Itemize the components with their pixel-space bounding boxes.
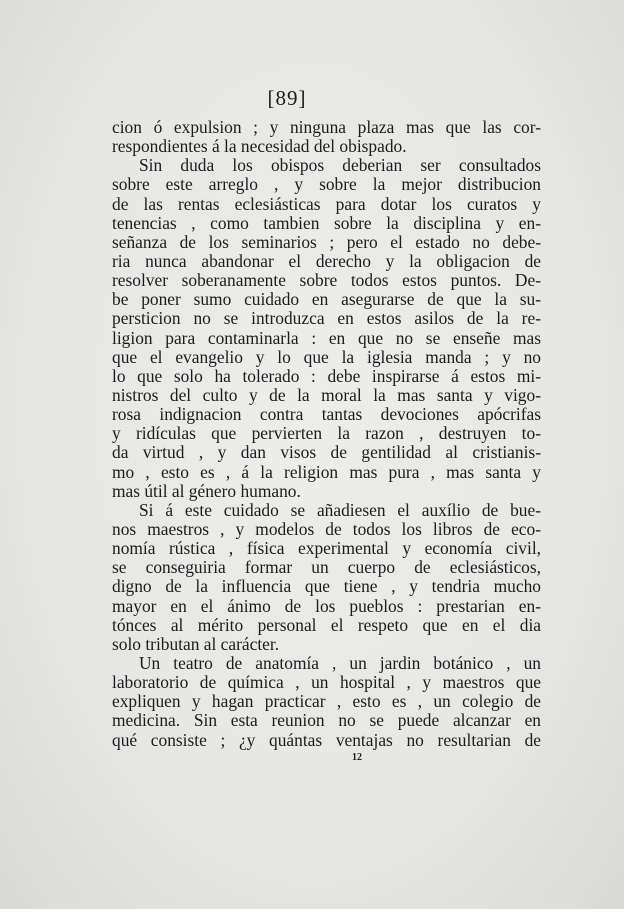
signature-mark: 12 [352, 752, 362, 763]
text-line: be poner sumo cuidado en asegurarse de que la su- [112, 289, 541, 310]
text-line: resolver soberanamente sobre todos estos puntos. De- [112, 270, 541, 291]
text-line: mo , esto es , á la religion mas pura , mas santa y [112, 461, 541, 482]
text-line: mayor en el ánimo de los pueblos : prestarian en- [112, 595, 541, 616]
text-line: cion ó expulsion ; y ninguna plaza mas que las cor- [112, 117, 541, 137]
text-line: persticion no se introduzca en estos asilos de la re- [112, 308, 541, 329]
text-line: tenencias , como tambien sobre la disciplina y en- [112, 212, 541, 233]
text-line: solo tributan al carácter. [112, 633, 280, 654]
text-line: digno de la influencia que tiene , y tendria mucho [112, 576, 541, 597]
text-line: mas útil al género humano. [112, 480, 301, 501]
text-line: se conseguiria formar un cuerpo de eclesiásticos, [112, 557, 541, 578]
text-line: laboratorio de química , un hospital , y maestros que [112, 672, 541, 693]
text-line: Sin duda los obispos deberian ser consultados [139, 155, 541, 176]
text-line: nos maestros , y modelos de todos los libros de eco- [112, 518, 541, 539]
text-line: nomía rústica , física experimental y economía civil, [112, 538, 541, 559]
text-line: señanza de los seminarios ; pero el estado no debe- [112, 231, 541, 252]
text-line: qué consiste ; ¿y quántas ventajas no resultarian de [112, 729, 541, 750]
text-line: medicina. Sin esta reunion no se puede alcanzar en [112, 710, 541, 731]
text-line: respondientes á la necesidad del obispado. [112, 136, 407, 157]
text-line: da virtud , y dan visos de gentilidad al cristianis- [112, 442, 541, 463]
text-line: rosa indignacion contra tantas devociones apócrifas [112, 404, 541, 425]
text-line: expliquen y hagan practicar , esto es , un colegio de [112, 691, 541, 712]
text-line: ligion para contaminarla : en que no se enseñe mas [112, 327, 541, 348]
text-line: ria nunca abandonar el derecho y la obligacion de [112, 250, 541, 271]
text-line: nistros del culto y de la moral la mas santa y vigo- [112, 384, 541, 405]
text-line: Si á este cuidado se añadiesen el auxílio de bue- [139, 499, 541, 520]
page-number: [89] [267, 86, 307, 110]
text-line: sobre este arreglo , y sobre la mejor distribucion [112, 174, 541, 195]
text-line: que el evangelio y lo que la iglesia manda ; y no [112, 346, 541, 367]
text-line: tónces al mérito personal el respeto que en el dia [112, 614, 541, 635]
text-line: de las rentas eclesiásticas para dotar los curatos y [112, 193, 541, 214]
body-text [112, 118, 541, 750]
text-line: Un teatro de anatomía , un jardin botánico , un [139, 652, 541, 673]
text-line: lo que solo ha tolerado : debe inspirarse á estos mi- [112, 365, 541, 386]
text-line: y ridículas que pervierten la razon , destruyen to- [112, 423, 541, 444]
